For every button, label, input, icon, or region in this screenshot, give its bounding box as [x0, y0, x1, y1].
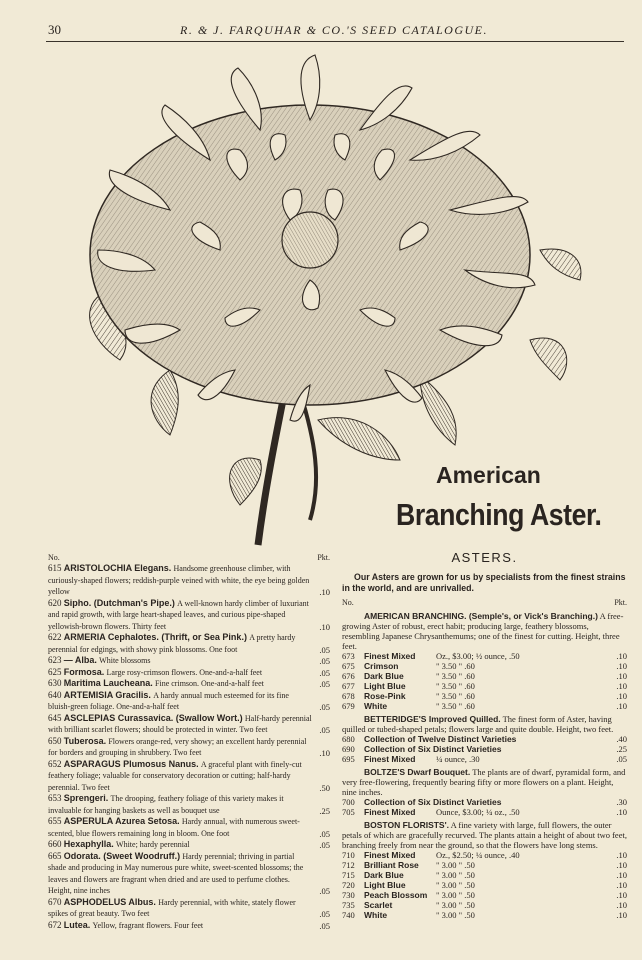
left-column [48, 553, 330, 931]
heading-branching-aster: Branching Aster. [396, 497, 602, 532]
table-row: 676 Dark Blue " 3.50 " .60 .10 [342, 670, 627, 681]
table-row: 730 Peach Blossom " 3.00 " .50 .10 [342, 889, 627, 900]
table-row: 720 Light Blue " 3.00 " .50 .10 [342, 879, 627, 890]
list-item: 652 ASPARAGUS Plumosus Nanus. A graceful plant with finely-cut feathery foliage; valuable for conservatory decoration or cutting; half-hardy perennial. Two feet .50 [48, 758, 330, 793]
col-pkt-label: Pkt. [317, 553, 330, 562]
table-row: 705 Finest Mixed Ounce, $3.00; ¼ oz., .50 .10 [342, 806, 627, 817]
left-column-header [48, 553, 330, 563]
list-item: 650 Tuberosa. Flowers orange-red, very showy; an excellent hardy perennial for borders and grouping in shrubbery. Two feet .10 [48, 735, 330, 758]
table-row: 715 Dark Blue " 3.00 " .50 .10 [342, 869, 627, 880]
col-pkt-label: Pkt. [614, 597, 627, 607]
group-boltze: BOLTZE'S Dwarf Bouquet. The plants are of dwarf, pyramidal form, and very free-flowering, frequently bearing fifty or more flowers on a plant. Height, nine inches. [342, 766, 626, 797]
page-number: 30 [48, 22, 61, 37]
table-row: 678 Rose-Pink " 3.50 " .60 .10 [342, 690, 627, 701]
heading-american: American [436, 462, 541, 488]
table-row: 695 Finest Mixed ¼ ounce, .30 .05 [342, 753, 627, 764]
table-row: 710 Finest Mixed Oz., $2.50; ¼ ounce, .40 .10 [342, 849, 627, 860]
table-row: 677 Light Blue " 3.50 " .60 .10 [342, 680, 627, 691]
right-column-header [342, 598, 627, 608]
table-row: 679 White " 3.50 " .60 .10 [342, 700, 627, 711]
table-row: 675 Crimson " 3.50 " .60 .10 [342, 660, 627, 671]
table-row: 712 Brilliant Rose " 3.00 " .50 .10 [342, 859, 627, 870]
list-item: 655 ASPERULA Azurea Setosa. Hardy annual, with numerous sweet-scented, blue flowers remaining long in bloom. One foot .05 [48, 816, 330, 839]
table-row: 700 Collection of Six Distinct Varieties .30 [342, 796, 627, 807]
list-item: 615 ARISTOLOCHIA Elegans. Handsome greenhouse climber, with curiously-shaped flowers; reddish-purple veined with white, the eye being golden yellow .10 [48, 563, 330, 597]
list-item: 623 — Alba. White blossoms .05 [48, 655, 330, 666]
list-item: 630 Maritima Laucheana. Fine crimson. One-and-a-half feet .05 [48, 678, 330, 689]
list-item: 665 Odorata. (Sweet Woodruff.) Hardy perennial; thriving in partial shade and producing in May numerous pure white, sweet-scented blossoms; the leaves and flowers are fragrant when dried and are used to perfume clothes. Height, nine inches .05 [48, 850, 330, 896]
group-boston-florists: BOSTON FLORISTS'. A fine variety with large, full flowers, the outer petals of which are gracefully recurved. The plants attain a height of about two feet, branching freely from near the ground, so that the flowers have long stems. [342, 819, 627, 850]
table-row: 673 Finest Mixed Oz., $3.00; ½ ounce, .50 .10 [342, 650, 627, 661]
table-row: 740 White " 3.00 " .50 .10 [342, 909, 627, 920]
page-header [0, 20, 642, 42]
list-item: 660 Hexaphylla. White; hardy perennial .05 [48, 839, 330, 850]
list-item: 645 ASCLEPIAS Curassavica. (Swallow Wort.) Half-hardy perennial with brilliant scarlet flowers; should be protected in winter. Two feet .05 [48, 712, 330, 735]
list-item: 670 ASPHODELUS Albus. Hardy perennial, with white, stately flower spikes of great beauty. Two feet .05 [48, 896, 330, 919]
group-american-branching: AMERICAN BRANCHING. (Semple's, or Vick's Branching.) A free-growing Aster of robust, erect habit; producing large, feathery blossoms, resembling Japanese Chrysanthemums; one of the finest for cutting. Height, three feet. [342, 610, 624, 651]
table-row: 735 Scarlet " 3.00 " .50 .10 [342, 899, 627, 910]
list-item: 672 Lutea. Yellow, fragrant flowers. Four feet .05 [48, 919, 330, 931]
col-no-label: No. [48, 553, 60, 562]
table-row: 690 Collection of Six Distinct Varieties .25 [342, 743, 627, 754]
list-item: 653 Sprengeri. The drooping, feathery foliage of this variety makes it invaluable for hanging baskets as well as bouquet use .25 [48, 793, 330, 816]
col-no-label: No. [342, 597, 354, 607]
section-intro: Our Asters are grown for us by specialists from the finest strains in the world, and are unrivalled. [342, 571, 626, 593]
table-row: 680 Collection of Twelve Distinct Varieties .40 [342, 733, 627, 744]
list-item: 622 ARMERIA Cephalotes. (Thrift, or Sea Pink.) A pretty hardy perennial for edgings, with showy pink blossoms. One foot .05 [48, 632, 330, 655]
catalogue-title: R. & J. FARQUHAR & CO.'S SEED CATALOGUE. [180, 23, 488, 37]
right-column [342, 550, 627, 920]
group-betteridge: BETTERIDGE'S Improved Quilled. The finest form of Aster, having quilled or tubed-shaped petals; flowers large and quite double. Height, two feet. [342, 713, 614, 734]
list-item: 620 Sipho. (Dutchman's Pipe.) A well-known hardy climber of luxuriant and rapid growth, with large heart-shaped leaves, and curious pipe-shaped yellowish-brown flowers. Thirty feet .10 [48, 597, 330, 632]
list-item: 625 Formosa. Large rosy-crimson flowers. One-and-a-half feet .05 [48, 666, 330, 678]
list-item: 640 ARTEMISIA Gracilis. A hardy annual much esteemed for its fine bluish-green foliage. One-and-a-half feet .05 [48, 689, 330, 712]
left-entries [48, 563, 330, 931]
section-title: ASTERS. [451, 550, 518, 565]
